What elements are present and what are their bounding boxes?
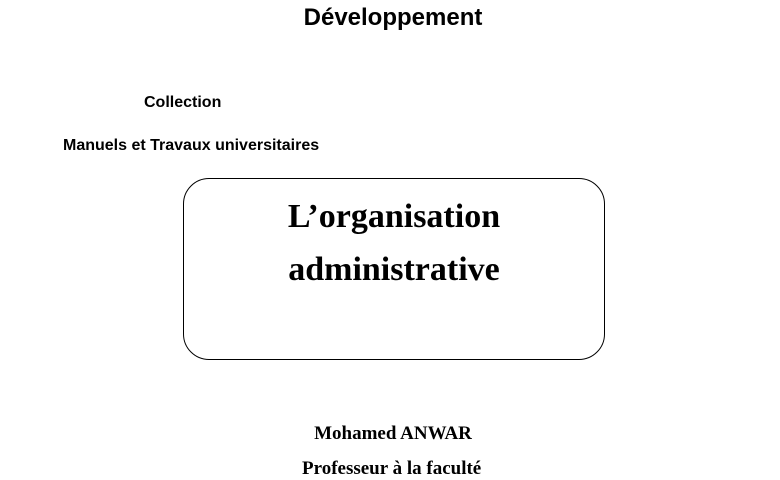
series-title: Développement — [303, 4, 483, 31]
collection-name: Manuels et Travaux universitaires — [63, 137, 320, 154]
collection-label: Collection — [144, 94, 222, 111]
author-role: Professeur à la faculté — [302, 458, 482, 479]
book-title-line-2: administrative — [288, 251, 500, 288]
author-name: Mohamed ANWAR — [314, 423, 472, 444]
book-title-line-1: L’organisation — [287, 198, 501, 235]
book-title-box — [183, 178, 605, 360]
